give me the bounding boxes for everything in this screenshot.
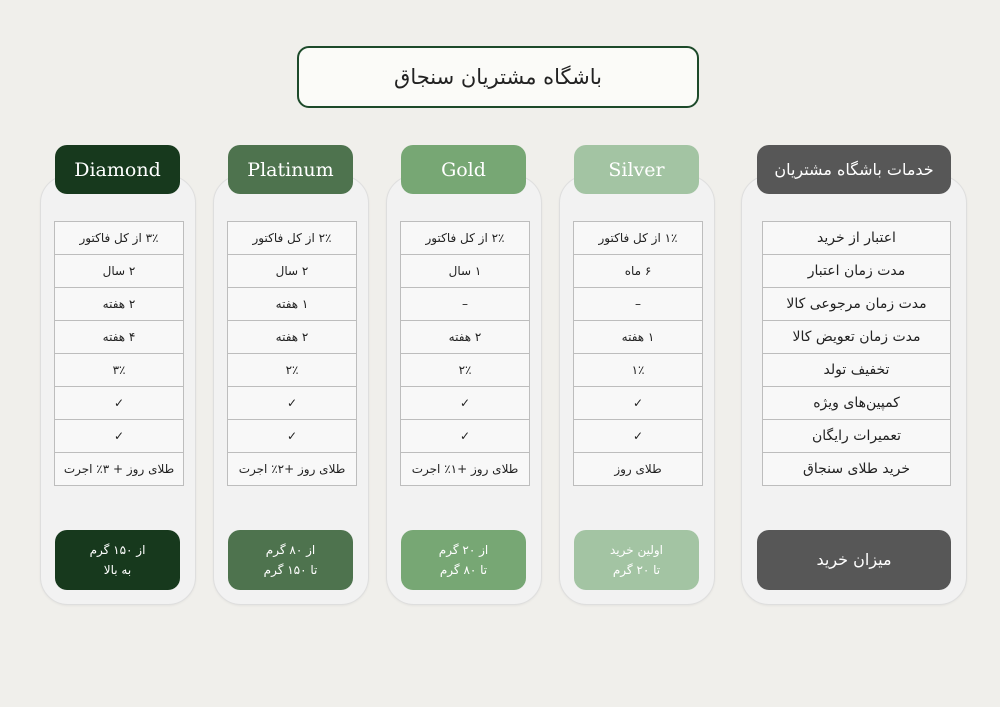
tier-cell-birthday-discount: ۱٪ xyxy=(573,353,703,387)
tier-header: Diamond xyxy=(55,145,180,194)
service-label-purchase-credit: اعتبار از خرید xyxy=(762,221,951,255)
tier-cell-exchange-period: ۴ هفته xyxy=(54,320,184,354)
services-rows xyxy=(762,221,951,486)
tier-cell-gold-purchase: طلای روز + ۳٪ اجرت xyxy=(54,452,184,486)
tier-cell-gold-purchase: طلای روز +۲٪ اجرت xyxy=(227,452,357,486)
service-label-exchange-period: مدت زمان تعویض کالا xyxy=(762,320,951,354)
tier-cell-credit-duration: ۱ سال xyxy=(400,254,530,288)
service-label-birthday-discount: تخفیف تولد xyxy=(762,353,951,387)
tier-cell-special-campaigns: ✓ xyxy=(573,386,703,420)
tier-cell-purchase-credit: ۲٪ از کل فاکتور xyxy=(227,221,357,255)
service-label-return-period: مدت زمان مرجوعی کالا xyxy=(762,287,951,321)
tier-footer xyxy=(574,530,699,590)
tier-cell-birthday-discount: ۲٪ xyxy=(227,353,357,387)
tier-cell-credit-duration: ۶ ماه xyxy=(573,254,703,288)
tier-footer xyxy=(55,530,180,590)
tier-footer-line1: از ۸۰ گرم xyxy=(265,543,316,557)
tier-cell-exchange-period: ۲ هفته xyxy=(400,320,530,354)
tier-cell-return-period: ۱ هفته xyxy=(227,287,357,321)
tier-cell-return-period: ۲ هفته xyxy=(54,287,184,321)
tier-header: Platinum xyxy=(228,145,353,194)
tier-cell-purchase-credit: ۳٪ از کل فاکتور xyxy=(54,221,184,255)
tier-footer-line2: به بالا xyxy=(103,563,132,577)
tier-cell-gold-purchase: طلای روز +۱٪ اجرت xyxy=(400,452,530,486)
tier-cell-gold-purchase: طلای روز xyxy=(573,452,703,486)
tier-cell-credit-duration: ۲ سال xyxy=(227,254,357,288)
tier-rows xyxy=(54,221,184,486)
page-title: باشگاه مشتریان سنجاق xyxy=(297,46,699,108)
service-label-gold-purchase: خرید طلای سنجاق xyxy=(762,452,951,486)
tier-footer-line1: از ۱۵۰ گرم xyxy=(89,543,146,557)
tier-cell-birthday-discount: ۲٪ xyxy=(400,353,530,387)
tier-cell-return-period: – xyxy=(573,287,703,321)
tier-header: Gold xyxy=(401,145,526,194)
tier-cell-free-repairs: ✓ xyxy=(54,419,184,453)
tier-footer-line1: از ۲۰ گرم xyxy=(438,543,489,557)
tier-cell-special-campaigns: ✓ xyxy=(54,386,184,420)
tier-footer-line2: تا ۱۵۰ گرم xyxy=(263,563,318,577)
services-header: خدمات باشگاه مشتریان xyxy=(757,145,951,194)
service-label-special-campaigns: کمپین‌های ویژه xyxy=(762,386,951,420)
tier-cell-free-repairs: ✓ xyxy=(573,419,703,453)
tier-footer xyxy=(401,530,526,590)
tier-cell-exchange-period: ۲ هفته xyxy=(227,320,357,354)
tier-footer-line2: تا ۲۰ گرم xyxy=(612,563,661,577)
tier-rows xyxy=(400,221,530,486)
tier-footer xyxy=(228,530,353,590)
service-label-free-repairs: تعمیرات رایگان xyxy=(762,419,951,453)
tier-cell-purchase-credit: ۲٪ از کل فاکتور xyxy=(400,221,530,255)
tier-cell-special-campaigns: ✓ xyxy=(400,386,530,420)
service-label-credit-duration: مدت زمان اعتبار xyxy=(762,254,951,288)
tier-rows xyxy=(227,221,357,486)
tier-footer-line1: اولین خرید xyxy=(609,543,664,557)
tier-cell-purchase-credit: ۱٪ از کل فاکتور xyxy=(573,221,703,255)
services-footer: میزان خرید xyxy=(757,530,951,590)
tier-cell-return-period: – xyxy=(400,287,530,321)
tier-header: Silver xyxy=(574,145,699,194)
tier-cell-birthday-discount: ۳٪ xyxy=(54,353,184,387)
tier-footer-line2: تا ۸۰ گرم xyxy=(439,563,488,577)
tier-cell-exchange-period: ۱ هفته xyxy=(573,320,703,354)
tier-cell-free-repairs: ✓ xyxy=(227,419,357,453)
tier-cell-credit-duration: ۲ سال xyxy=(54,254,184,288)
tier-cell-special-campaigns: ✓ xyxy=(227,386,357,420)
tier-rows xyxy=(573,221,703,486)
tier-cell-free-repairs: ✓ xyxy=(400,419,530,453)
